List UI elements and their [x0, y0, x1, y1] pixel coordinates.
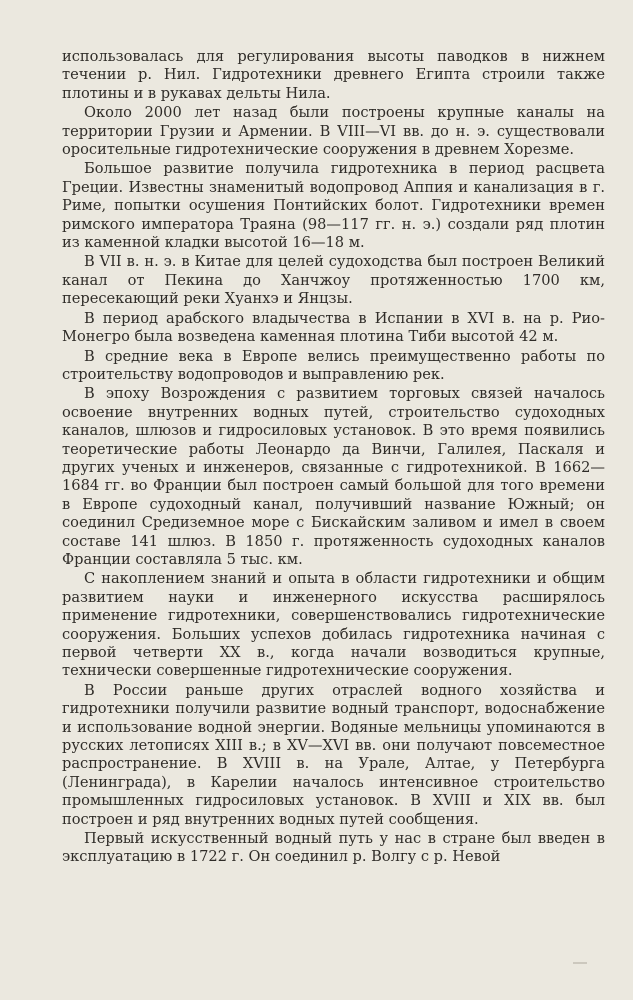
- paragraph-8: С накоплением знаний и опыта в области гидротехники и общим развитием науки и инженерного искусства расширялось применение гидротехники, совершенствовались гидротехнические сооружения. Больших успехов добилась гидротехника начиная с первой четверти XX в., когда начали возводиться крупные, технически совершенные гидротехнические сооружения.: [62, 570, 605, 680]
- paper-smudge: [573, 962, 587, 964]
- paragraph-9: В России раньше других отраслей водного хозяйства и гидротехники получили развитие водный транспорт, водоснабжение и использование водной энергии. Водяные мельницы упоминаются в русских летописях XIII в.; в XV—XVI вв. они получают повсеместное распространение. В XVIII в. на Урале, Алтае, у Петербурга (Ленинграда), в Карелии началось интенсивное строительство промышленных гидросиловых установок. В XVIII и XIX вв. был построен и ряд внутренних водных путей сообщения.: [62, 681, 605, 828]
- paragraph-6: В средние века в Европе велись преимущественно работы по строительству водопроводов и выправлению рек.: [62, 347, 605, 383]
- paragraph-3: Большое развитие получила гидротехника в период расцвета Греции. Известны знаменитый водопровод Аппия и канализация в г. Риме, попытки осушения Понтийских болот. Гидротехники времен римского императора Траяна (98—117 гг. н. э.) создали ряд плотин из каменной кладки высотой 16—18 м.: [62, 160, 605, 252]
- paragraph-10: Первый искусственный водный путь у нас в стране был введен в эксплуатацию в 1722 г. Он соединил р. Волгу с р. Невой: [62, 830, 605, 866]
- paragraph-1: использовалась для регулирования высоты паводков в нижнем течении р. Нил. Гидротехники древнего Египта строили также плотины и в рукавах дельты Нила.: [62, 48, 605, 102]
- document-page: [62, 48, 605, 868]
- paragraph-5: В период арабского владычества в Испании в XVI в. на р. Рио-Монегро была возведена каменная плотина Тиби высотой 42 м.: [62, 309, 605, 346]
- paragraph-4: В VII в. н. э. в Китае для целей судоходства был построен Великий канал от Пекина до Ханчжоу протяженностью 1700 км, пересекающий реки Хуанхэ и Янцзы.: [62, 253, 605, 308]
- paragraph-7: В эпоху Возрождения с развитием торговых связей началось освоение внутренних водных путей, строительство судоходных каналов, шлюзов и гидросиловых установок. В это время появились теоретические работы Леонардо да Винчи, Галилея, Паскаля и других ученых и инженеров, связанные с гидротехникой. В 1662—1684 гг. во Франции был построен самый большой для того времени в Европе судоходный канал, получивший название Южный; он соединил Средиземное море с Бискайским заливом и имел в своем составе 141 шлюз. В 1850 г. протяженность судоходных каналов Франции составляла 5 тыс. км.: [62, 385, 605, 568]
- paragraph-2: Около 2000 лет назад были построены крупные каналы на территории Грузии и Армении. В VIII—VI вв. до н. э. существовали оросительные гидротехнические сооружения в древнем Хорезме.: [62, 104, 605, 159]
